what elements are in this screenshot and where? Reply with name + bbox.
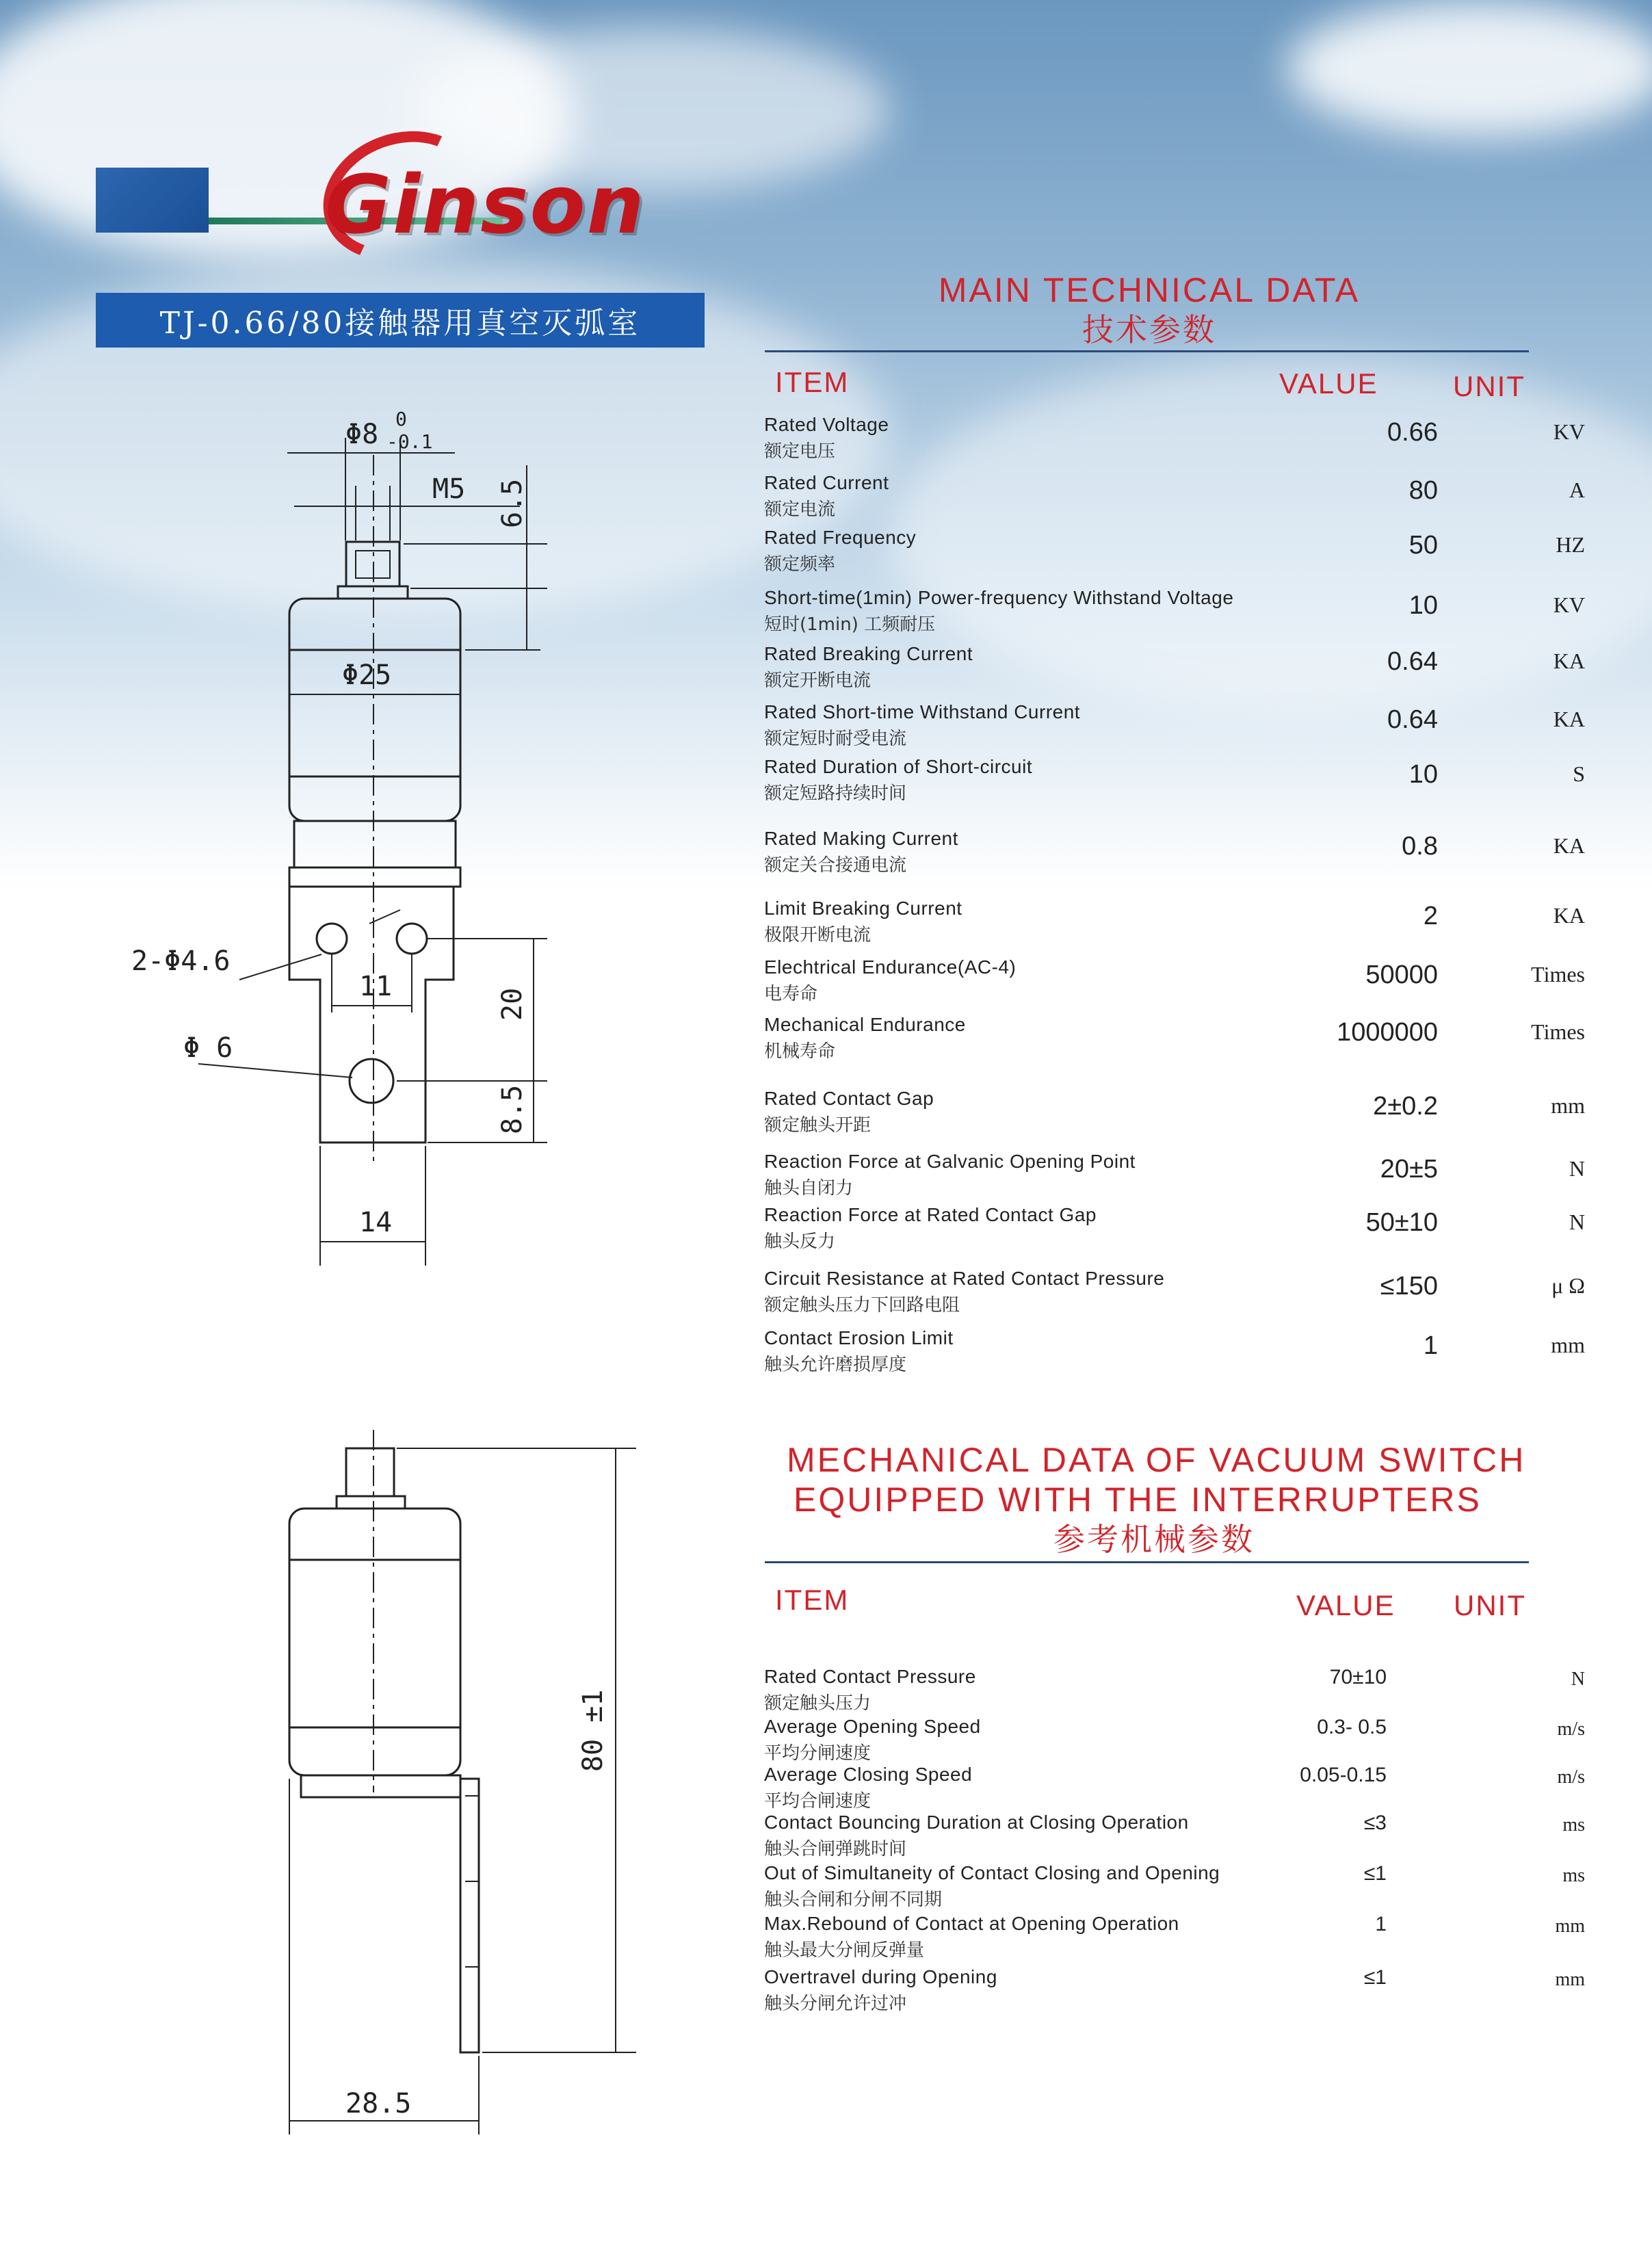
mechanical-data-title	[752, 1440, 1560, 1559]
item-name-en: Out of Simultaneity of Contact Closing and Opening	[764, 1862, 1220, 1883]
item-unit: mm	[1555, 1969, 1585, 1990]
item-value: 0.8	[1402, 832, 1438, 861]
table-row	[764, 1913, 1585, 1968]
item-name-en: Elechtrical Endurance(AC-4)	[764, 956, 1017, 978]
item-name-zh: 机械寿命	[764, 1041, 836, 1062]
item-value: 70±10	[1329, 1666, 1387, 1688]
item-name-en: Contact Erosion Limit	[764, 1327, 954, 1348]
item-unit: mm	[1551, 1093, 1585, 1118]
table-row	[764, 1716, 1585, 1771]
item-name-zh: 极限开断电流	[764, 925, 871, 945]
item-name-en: Rated Current	[764, 472, 889, 493]
item-unit: HZ	[1556, 532, 1585, 557]
dim-d8-tol-lower: -0.1	[386, 430, 433, 453]
table-row	[764, 1764, 1585, 1818]
item-name-en: Short-time(1min) Power-frequency Withstand Voltage	[764, 587, 1234, 608]
table-row	[764, 414, 1585, 469]
side-bracket	[460, 1779, 479, 2052]
terminal-hole	[350, 1059, 393, 1103]
main-technical-data-title	[869, 270, 1430, 350]
item-name-en: Rated Voltage	[764, 414, 889, 435]
item-name-zh: 额定电压	[764, 441, 836, 462]
dim-m5: M5	[432, 473, 466, 505]
item-value: 10	[1408, 760, 1438, 789]
item-unit: S	[1573, 761, 1585, 786]
item-value: 2±0.2	[1373, 1092, 1438, 1121]
item-name-en: Rated Contact Pressure	[764, 1666, 976, 1687]
item-value: 50±10	[1365, 1208, 1438, 1237]
item-unit: N	[1571, 1669, 1585, 1690]
item-unit: A	[1569, 478, 1585, 502]
item-value: 20±5	[1380, 1155, 1438, 1184]
table-row	[764, 1151, 1585, 1205]
divider	[765, 1561, 1529, 1563]
table-row	[764, 1862, 1585, 1917]
mount-hole	[317, 924, 347, 954]
dim-w285: 28.5	[345, 2088, 412, 2119]
item-unit: KA	[1553, 833, 1585, 858]
item-name-zh: 触头最大分闸反弹量	[764, 1940, 925, 1961]
dim-holes: 2-Φ4.6	[131, 945, 231, 977]
table-row	[764, 1966, 1585, 2021]
item-name-zh: 额定开断电流	[764, 670, 871, 691]
item-name-zh: 触头合闸和分闸不同期	[764, 1890, 943, 1910]
item-unit: KV	[1553, 419, 1585, 444]
item-unit: mm	[1555, 1916, 1585, 1937]
item-name-en: Rated Making Current	[764, 828, 958, 849]
col-unit: UNIT	[1453, 370, 1525, 402]
flange	[294, 821, 456, 867]
bracket	[289, 887, 454, 1142]
item-name-zh: 平均合闸速度	[764, 1791, 871, 1812]
item-name-en: Overtravel during Opening	[764, 1966, 997, 1987]
item-name-en: Contact Bouncing Duration at Closing Operation	[764, 1812, 1189, 1833]
item-value: 0.64	[1387, 705, 1438, 734]
table-row	[764, 472, 1585, 527]
item-value: ≤1	[1363, 1862, 1387, 1885]
item-value: 10	[1408, 591, 1438, 620]
item-name-en: Rated Frequency	[764, 527, 917, 548]
table-row	[764, 643, 1585, 698]
item-unit: m/s	[1557, 1766, 1585, 1788]
item-name-zh: 额定触头压力	[764, 1693, 871, 1714]
item-name-zh: 触头分闸允许过冲	[764, 1994, 907, 2014]
item-name-en: Average Opening Speed	[764, 1716, 981, 1737]
item-name-zh: 额定电流	[764, 499, 836, 520]
item-name-zh: 额定频率	[764, 554, 836, 575]
item-name-en: Circuit Resistance at Rated Contact Pressure	[764, 1268, 1165, 1289]
item-name-zh: 触头自闭力	[764, 1178, 854, 1199]
item-name-zh: 额定关合接通电流	[764, 855, 907, 876]
dim-h65: 6.5	[497, 478, 528, 528]
model-title: TJ-0.66/80接触器用真空灭弧室	[96, 293, 705, 348]
item-name-zh: 电寿命	[764, 984, 818, 1004]
table-row	[764, 898, 1585, 952]
col-item: ITEM	[775, 1584, 850, 1616]
mount-hole	[397, 924, 427, 954]
item-unit: N	[1569, 1156, 1585, 1181]
col-unit: UNIT	[1454, 1589, 1526, 1621]
table-row	[764, 828, 1585, 883]
dim-d6: Φ 6	[183, 1032, 233, 1064]
item-unit: KA	[1553, 707, 1585, 731]
item-value: 80	[1408, 476, 1438, 505]
item-name-en: Max.Rebound of Contact at Opening Operation	[764, 1913, 1179, 1934]
col-value: VALUE	[1279, 367, 1378, 400]
col-item: ITEM	[775, 366, 850, 398]
item-name-en: Reaction Force at Rated Contact Gap	[764, 1204, 1097, 1225]
stud	[346, 1448, 394, 1496]
item-name-zh: 触头合闸弹跳时间	[764, 1839, 907, 1859]
item-value: 0.66	[1387, 418, 1438, 447]
table-row	[764, 1268, 1585, 1322]
item-value: ≤1	[1363, 1966, 1387, 1989]
body-cylinder	[289, 1509, 460, 1775]
col-value: VALUE	[1296, 1589, 1395, 1621]
item-unit: ms	[1562, 1814, 1585, 1836]
item-value: 0.3- 0.5	[1317, 1716, 1387, 1738]
item-value: 2	[1423, 902, 1438, 930]
body-cylinder	[289, 599, 460, 821]
item-value: 1000000	[1337, 1018, 1438, 1047]
item-unit: mm	[1551, 1333, 1585, 1357]
table-row	[764, 956, 1585, 1011]
item-name-en: Average Closing Speed	[764, 1764, 973, 1785]
item-unit: KA	[1553, 649, 1585, 673]
dim-d20: 20	[497, 987, 528, 1021]
item-name-zh: 触头允许磨损厚度	[764, 1355, 907, 1375]
item-value: 1	[1375, 1913, 1387, 1935]
divider	[765, 350, 1529, 352]
brand-logo: Ginson	[325, 157, 646, 252]
title-en-1: MECHANICAL DATA OF VACUUM SWITCH	[787, 1441, 1526, 1479]
table-row	[764, 1014, 1585, 1069]
table-row	[764, 1666, 1585, 1721]
title-en-2: EQUIPPED WITH THE INTERRUPTERS	[794, 1480, 1482, 1519]
table-row	[764, 701, 1585, 756]
title-zh: 技术参数	[1082, 311, 1216, 348]
dim-d14: 14	[359, 1207, 393, 1238]
item-name-zh: 额定触头开距	[764, 1115, 871, 1136]
title-en: MAIN TECHNICAL DATA	[938, 271, 1361, 309]
item-unit: Times	[1531, 962, 1585, 987]
item-value: ≤3	[1363, 1812, 1387, 1834]
item-unit: N	[1569, 1210, 1585, 1234]
item-name-zh: 触头反力	[764, 1231, 836, 1252]
dim-d8-tol-upper: 0	[395, 408, 407, 430]
item-unit: Times	[1531, 1019, 1585, 1044]
title-zh: 参考机械参数	[1053, 1521, 1255, 1558]
table-row	[764, 1812, 1585, 1866]
item-value: 50	[1408, 531, 1438, 560]
item-unit: KA	[1553, 903, 1585, 928]
dim-d8: Φ8	[345, 419, 379, 450]
item-name-zh: 额定短路持续时间	[764, 783, 907, 804]
item-value: 0.64	[1387, 647, 1438, 676]
item-unit: μ Ω	[1551, 1273, 1585, 1298]
item-name-en: Rated Breaking Current	[764, 643, 973, 664]
table-row	[764, 1204, 1585, 1259]
item-name-zh: 额定触头压力下回路电阻	[764, 1295, 960, 1316]
item-name-en: Rated Contact Gap	[764, 1088, 934, 1109]
table-row	[764, 527, 1585, 582]
item-name-en: Rated Duration of Short-circuit	[764, 756, 1033, 777]
item-value: ≤150	[1380, 1272, 1438, 1301]
dim-d25: Φ25	[342, 660, 392, 691]
item-unit: m/s	[1557, 1719, 1585, 1740]
item-name-en: Reaction Force at Galvanic Opening Point	[764, 1151, 1136, 1172]
table-row	[764, 756, 1585, 811]
item-name-zh: 额定短时耐受电流	[764, 729, 907, 749]
item-name-zh: 平均分闸速度	[764, 1743, 871, 1764]
item-value: 50000	[1365, 961, 1438, 989]
dim-d11: 11	[359, 971, 393, 1002]
item-name-en: Mechanical Endurance	[764, 1014, 966, 1035]
item-unit: KV	[1553, 592, 1585, 617]
item-name-en: Rated Short-time Withstand Current	[764, 701, 1081, 722]
item-unit: ms	[1562, 1865, 1585, 1886]
item-name-en: Limit Breaking Current	[764, 898, 962, 919]
dim-h80: 80 ±1	[577, 1689, 609, 1772]
table-row	[764, 1088, 1585, 1142]
item-name-zh: 短时(1min) 工频耐压	[764, 614, 936, 635]
table-row	[764, 1327, 1585, 1382]
table-row	[764, 587, 1585, 642]
item-value: 1	[1423, 1331, 1438, 1360]
item-value: 0.05-0.15	[1300, 1764, 1387, 1786]
dim-d85: 8.5	[497, 1084, 528, 1134]
